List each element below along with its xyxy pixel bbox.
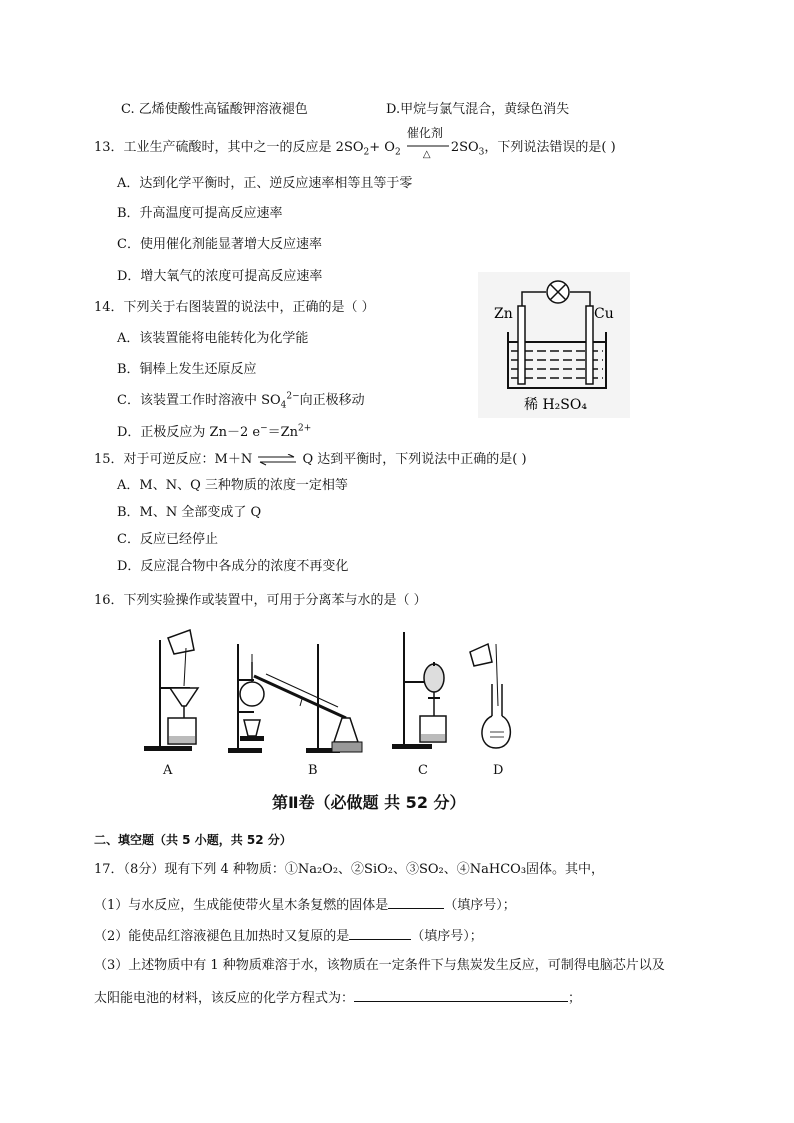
q17-sub3-line2: [94, 989, 581, 1007]
zn-label: Zn: [494, 306, 513, 322]
apparatus-a-label: A: [163, 763, 173, 778]
apparatus-a-filtration: [140, 628, 204, 754]
apparatus-b-distillation: [226, 634, 376, 756]
q17-sub2: [94, 927, 483, 945]
q16-stem: 16．下列实验操作或装置中，可用于分离苯与水的是（ ）: [94, 593, 427, 608]
cu-label: Cu: [594, 306, 614, 322]
q14-option-d-pre: D．正极反应为 Zn－2 e: [117, 425, 261, 440]
q14-option-a: A．该装置能将电能转化为化学能: [117, 331, 309, 346]
q13-option-a: A．达到化学平衡时，正、逆反应速率相等且等于零: [117, 176, 413, 191]
q15-option-b: B．M、N 全部变成了 Q: [117, 505, 262, 520]
lamp-icon: [547, 281, 569, 303]
q13-stem-mid: + O: [369, 140, 395, 155]
superscript: 2−: [286, 391, 300, 402]
q14-option-d-post: ＝Zn: [267, 425, 299, 440]
q17-stem: 17．（8分）现有下列 4 种物质：①Na₂O₂、②SiO₂、③SO₂、④NaHCO₃固体。其中，: [94, 862, 605, 877]
q15-stem-post: Q 达到平衡时，下列说法中正确的是( ): [302, 452, 527, 467]
q12-option-c: C. 乙烯使酸性高锰酸钾溶液褪色: [121, 102, 308, 117]
q13-option-b: B．升高温度可提高反应速率: [117, 206, 283, 221]
q14-option-c-post: 向正极移动: [299, 393, 365, 408]
reversible-arrow-icon: [256, 454, 298, 466]
q15-stem-pre: 15．对于可逆反应：M＋N: [94, 452, 253, 467]
subscript: 2: [363, 147, 370, 158]
q17-sub3-text: 太阳能电池的材料，该反应的化学方程式为：: [94, 991, 355, 1006]
subscript: 4: [280, 400, 287, 411]
section-heading: 二、填空题（共 5 小题，共 52 分）: [94, 833, 292, 847]
q17-sub1-text: （1）与水反应，生成能使带火星木条复燃的固体是: [94, 898, 389, 913]
q17-sub2-text: （2）能使品红溶液褪色且加热时又复原的是: [94, 929, 350, 944]
apparatus-b-label: B: [308, 763, 318, 778]
apparatus-c-label: C: [418, 763, 428, 778]
q14-stem: 14．下列关于右图装置的说法中，正确的是（ ）: [94, 300, 375, 315]
q15-option-c: C．反应已经停止: [117, 532, 218, 547]
solution-label: 稀 H₂SO₄: [524, 397, 587, 413]
apparatus-c-separatory-funnel: [390, 626, 456, 752]
answer-blank[interactable]: [349, 927, 411, 940]
q17-sub1-tail: （填序号）；: [444, 898, 516, 913]
q15-stem: [94, 452, 527, 468]
heat-symbol: △: [422, 148, 431, 160]
subscript: 3: [478, 147, 485, 158]
q13-stem-suffix: ，下列说法错误的是( ): [484, 140, 616, 155]
q13-stem-prefix: 13．工业生产硫酸时，其中之一的反应是 2SO: [94, 140, 364, 155]
galvanic-cell-figure: [478, 272, 630, 418]
apparatus-d-label: D: [493, 763, 504, 778]
part-ii-title: 第Ⅱ卷（必做题 共 52 分）: [272, 793, 466, 812]
superscript: 2+: [298, 423, 312, 434]
q17-sub1: [94, 896, 516, 914]
q14-option-d: [117, 425, 311, 441]
superscript: −: [260, 423, 268, 434]
q14-option-b: B．铜棒上发生还原反应: [117, 362, 257, 377]
copper-electrode: [586, 306, 593, 384]
q13-product: 2SO: [450, 140, 479, 155]
q14-option-c: [117, 393, 365, 409]
q13-option-c: C．使用催化剂能显著增大反应速率: [117, 237, 322, 252]
q12-option-d: D.甲烷与氯气混合，黄绿色消失: [386, 102, 570, 117]
answer-blank[interactable]: [354, 989, 568, 1002]
q17-sub3-tail: ；: [568, 991, 582, 1006]
zinc-electrode: [518, 306, 525, 384]
catalyst-label: 催化剂: [406, 125, 443, 140]
apparatus-d-volumetric-flask: [468, 640, 524, 754]
q14-option-c-pre: C．该装置工作时溶液中 SO: [117, 393, 281, 408]
q17-sub2-tail: （填序号）；: [411, 929, 483, 944]
catalyst-arrow: [405, 125, 451, 160]
q15-option-d: D．反应混合物中各成分的浓度不再变化: [117, 559, 349, 574]
q17-sub3-line1: （3）上述物质中有 1 种物质难溶于水，该物质在一定条件下与焦炭发生反应，可制得电脑芯片以及: [94, 958, 665, 973]
subscript: 2: [394, 147, 401, 158]
q13-option-d: D．增大氧气的浓度可提高反应速率: [117, 269, 323, 284]
q15-option-a: A．M、N、Q 三种物质的浓度一定相等: [117, 478, 348, 493]
q13-stem: [94, 125, 616, 160]
answer-blank[interactable]: [388, 896, 444, 909]
